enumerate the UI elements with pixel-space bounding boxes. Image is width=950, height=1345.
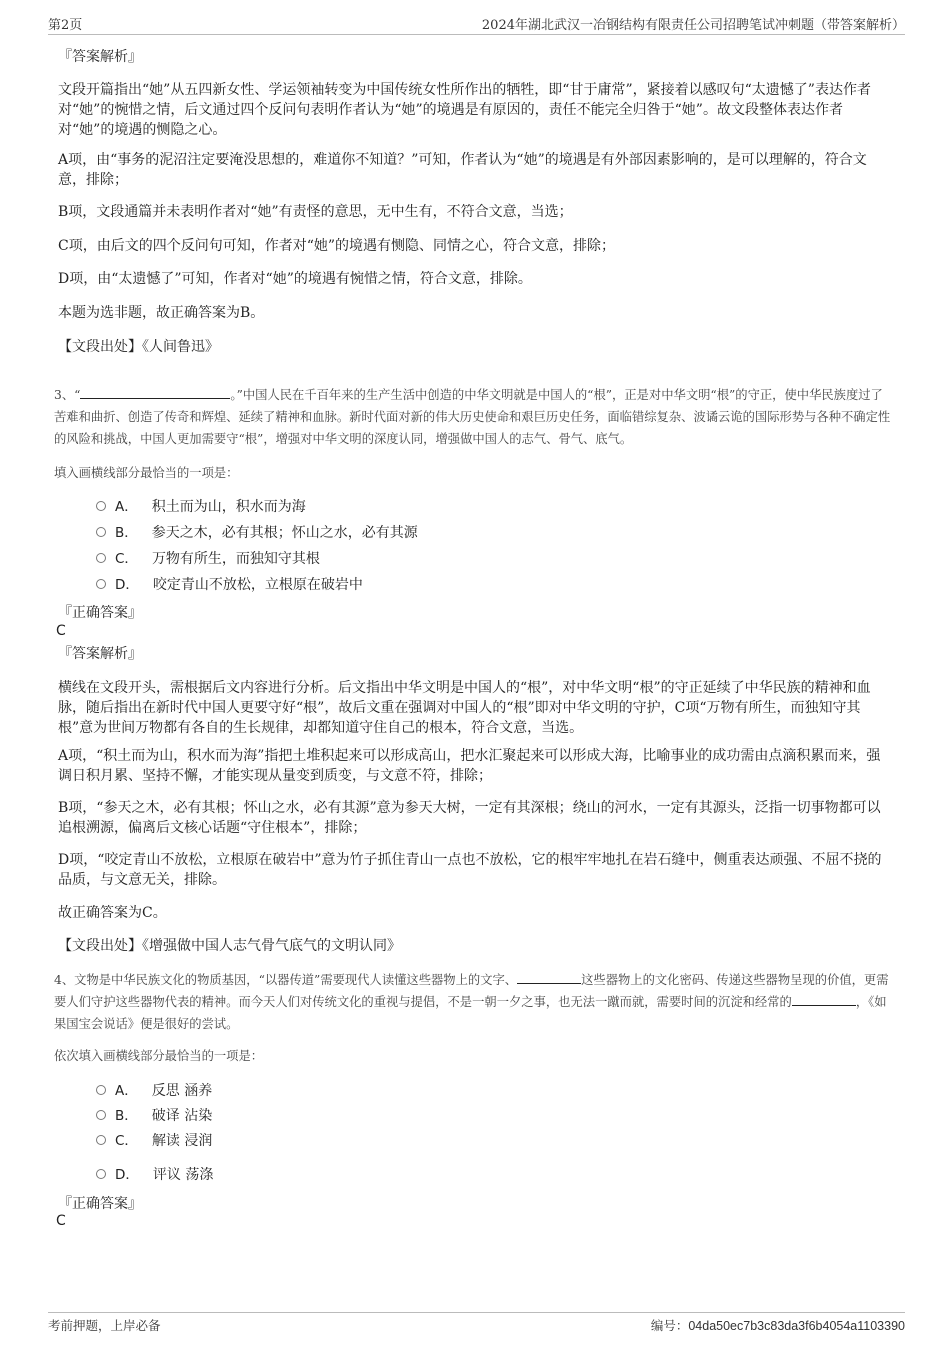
analysis-paragraph: 文段开篇指出“她”从五四新女性、学运领袖转变为中国传统女性所作出的牺牲，即“甘于庸常”，紧接着以感叹句“太遗憾了”表达作者对“她”的惋惜之情，后文通过四个反问句表明作者认为“她”的境遇是有原因的，责任不能完全归咎于“她”。故文段整体表达作者对“她”的境遇的恻隐之心。 (58, 82, 871, 138)
question-3-instruction: 填入画横线部分最恰当的一项是： (54, 466, 239, 480)
question-3-stem (54, 384, 894, 450)
page-header (48, 14, 905, 35)
option-a[interactable]: A． 反思 涵养 (96, 1081, 212, 1101)
document-code: 编号：04da50ec7b3c83da3f6b4054a1103390 (650, 1318, 905, 1333)
analysis-paragraph: 横线在文段开头，需根据后文内容进行分析。后文指出中华文明是中国人的“根”，对中华文明“根”的守正延续了中华民族的精神和血脉，随后指出在新时代中国人更要守好“根”，故后文重在强调对中国人的“根”即对中华文明的守护，C项“万物有所生，而独知守其根”意为世间万物都有各自的生长规律，却都知道守住自己的根本，符合文意，当选。 (58, 680, 871, 736)
analysis-paragraph: A项，“积土而为山，积水而为海”指把土堆积起来可以形成高山，把水汇聚起来可以形成大海，比喻事业的成功需由点滴积累而来，强调日积月累、坚持不懈，才能实现从量变到质变，与文意不符，排除； (58, 748, 881, 784)
option-c[interactable]: C． 万物有所生，而独知守其根 (96, 549, 320, 569)
analysis-paragraph: D项，由“太遗憾了”可知，作者对“她”的境遇有惋惜之情，符合文意，排除。 (58, 271, 532, 287)
analysis-label: 『答案解析』 (58, 49, 142, 65)
footer-slogan: 考前押题，上岸必备 (48, 1318, 161, 1333)
radio-icon[interactable] (96, 1169, 106, 1179)
radio-icon[interactable] (96, 1110, 106, 1120)
radio-icon[interactable] (96, 501, 106, 511)
page-number: 第2页 (48, 18, 83, 33)
page-footer (48, 1312, 905, 1336)
analysis-paragraph: B项，“参天之木，必有其根；怀山之水，必有其源”意为参天大树，一定有其深根；绕山的河水，一定有其源头，泛指一切事物都可以追根溯源，偏离后文核心话题“守住根本”，排除； (58, 800, 881, 836)
analysis-label: 『答案解析』 (58, 646, 142, 662)
option-b[interactable]: B． 破译 沾染 (96, 1106, 212, 1126)
correct-answer-label: 『正确答案』 (58, 1196, 142, 1212)
fill-blank (792, 993, 856, 1006)
analysis-paragraph: C项，由后文的四个反问句可知，作者对“她”的境遇有恻隐、同情之心，符合文意，排除； (58, 238, 616, 254)
option-c[interactable]: C． 解读 浸润 (96, 1131, 212, 1151)
analysis-paragraph: 本题为选非题，故正确答案为B。 (58, 305, 265, 321)
option-a[interactable]: A． 积土而为山，积水而为海 (96, 497, 306, 517)
analysis-paragraph: 故正确答案为C。 (58, 905, 167, 921)
radio-icon[interactable] (96, 527, 106, 537)
fill-blank (80, 386, 230, 399)
source-citation: 【文段出处】《增强做中国人志气骨气底气的文明认同》 (58, 938, 401, 954)
question-3-text: 。”中国人民在千百年来的生产生活中创造的中华文明就是中国人的“根”，正是对中华文明“根”的守正，使中华民族度过了苦难和曲折、创造了传奇和辉煌、延续了精神和血脉。新时代面对新的伟大历史使命和艰巨历史任务，面临错综复杂、波谲云诡的国际形势与各种不确定性的风险和挑战，中国人更加需要守“根”，增强对中华文明的深度认同，增强做中国人的志气、骨气、底气。 (54, 388, 891, 446)
correct-answer: C (56, 623, 66, 639)
correct-answer: C (56, 1213, 66, 1229)
question-4-instruction: 依次填入画横线部分最恰当的一项是： (54, 1049, 264, 1063)
document-title: 2024年湖北武汉一冶钢结构有限责任公司招聘笔试冲刺题（带答案解析） (481, 18, 905, 33)
radio-icon[interactable] (96, 1085, 106, 1095)
source-citation: 【文段出处】《人间鲁迅》 (58, 339, 219, 355)
option-d[interactable]: D． 咬定青山不放松，立根原在破岩中 (96, 575, 363, 595)
radio-icon[interactable] (96, 579, 106, 589)
option-d[interactable]: D． 评议 荡涤 (96, 1165, 213, 1185)
radio-icon[interactable] (96, 553, 106, 563)
radio-icon[interactable] (96, 1135, 106, 1145)
fill-blank (517, 971, 581, 984)
option-b[interactable]: B． 参天之木，必有其根；怀山之水，必有其源 (96, 523, 418, 543)
analysis-paragraph: A项，由“事务的泥沼注定要淹没思想的，难道你不知道？”可知，作者认为“她”的境遇是有外部因素影响的，是可以理解的，符合文意，排除； (58, 152, 867, 188)
question-4-stem: 4、文物是中华民族文化的物质基因，“以器传道”需要现代人读懂这些器物上的文字、 这些器物上的文化密码、传递这些器物呈现的价值，更需要人们守护这些器物代表的精神。而今天人们对传统文化的重视与提倡，不是一朝一夕之事，也无法一蹴而就，需要时间的沉淀和经常的 ，《如果国宝会说话》便是很好的尝试。 (54, 973, 889, 1031)
analysis-paragraph: B项，文段通篇并未表明作者对“她”有责怪的意思，无中生有，不符合文意，当选； (58, 204, 573, 220)
question-3-prefix: 3、“ (54, 388, 81, 402)
correct-answer-label: 『正确答案』 (58, 605, 142, 621)
analysis-paragraph: D项，“咬定青山不放松，立根原在破岩中”意为竹子抓住青山一点也不放松，它的根牢牢地扎在岩石缝中，侧重表达顽强、不屈不挠的品质，与文意无关，排除。 (58, 852, 882, 888)
